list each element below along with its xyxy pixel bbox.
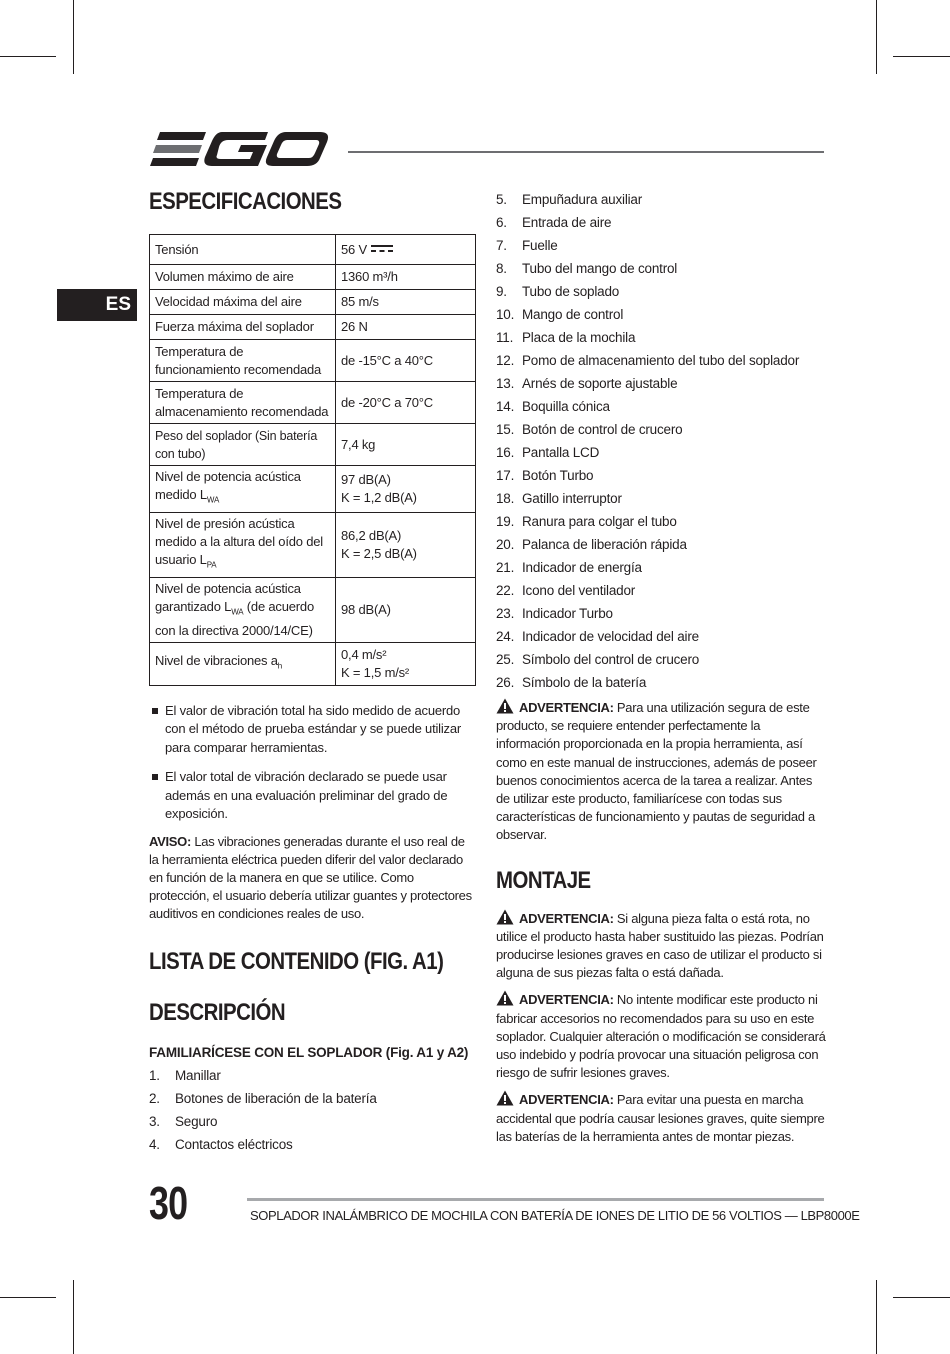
spec-key: Tensión [150,235,336,265]
spec-value: 26 N [336,315,476,340]
spec-key: Fuerza máxima del soplador [150,315,336,340]
crop-mark [876,1280,877,1354]
list-item: 25. Símbolo del control de crucero [496,652,700,667]
warning-triangle-icon [496,909,514,925]
spec-table [149,234,476,686]
list-item: El valor de vibración total ha sido medido de acuerdo con el método de prueba estándar y se puede utilizar para comparar herramientas. [149,702,476,758]
assembly-heading: MONTAJE [496,866,591,894]
warning-triangle-icon [496,1090,514,1106]
spec-key: Volumen máximo de aire [150,265,336,290]
list-item: 26. Símbolo de la batería [496,675,647,690]
list-item: 15. Botón de control de crucero [496,422,683,437]
warning-paragraph: ADVERTENCIA: Si alguna pieza falta o está rota, no utilice el producto hasta haber sustituido las piezas. Podrían producirse lesiones graves en caso de utilizar el producto si alguna de sus piezas falta o está dañada. [496,910,824,981]
list-item: 6. Entrada de aire [496,215,612,230]
table-row [150,424,476,466]
ego-logo [150,131,330,171]
spec-key: Nivel de potencia acústica garantizado $L_{WA}$ (de acuerdo con la directiva 2000/14/CE) [150,578,336,643]
header-rule [348,151,824,153]
contents-heading: LISTA DE CONTENIDO (FIG. A1) [149,947,444,975]
list-item: 22. Icono del ventilador [496,583,636,598]
spec-key: Velocidad máxima del aire [150,290,336,315]
spec-value: 86,2 dB(A) K = 2,5 dB(A) [336,513,476,578]
spec-heading: ESPECIFICACIONES [149,188,342,215]
spec-key: Peso del soplador (Sin batería con tubo) [150,424,336,466]
table-row [150,382,476,424]
spec-value: 98 dB(A) [336,578,476,643]
list-item: 8. Tubo del mango de control [496,261,678,276]
crop-mark [893,56,950,57]
list-item: 10. Mango de control [496,307,624,322]
list-item: 21. Indicador de energía [496,560,642,575]
warning-paragraph: ADVERTENCIA: No intente modificar este producto ni fabricar accesorios no recomendados para su uso en este soplador. Cualquier alteración o modificación se considerará uso indebido y podría provocar una situación peligrosa con riesgo de sufrir lesiones graves. [496,992,826,1081]
warning-paragraph: ADVERTENCIA: Para evitar una puesta en marcha accidental que podría causar lesiones graves, quite siempre las baterías de la herramienta antes de montar piezas. [496,1092,825,1144]
table-row [150,642,476,685]
table-row [150,235,476,265]
page-number: 30 [149,1177,188,1229]
list-item: 5. Empuñadura auxiliar [496,192,643,207]
list-item: El valor total de vibración declarado se puede usar además en una evaluación preliminar del grado de exposición. [149,768,476,824]
list-item: 13. Arnés de soporte ajustable [496,376,678,391]
table-row [150,513,476,578]
list-item: 17. Botón Turbo [496,468,594,483]
list-item: 7. Fuelle [496,238,558,253]
spec-value: 56 V [336,235,476,265]
warning-triangle-icon [496,698,514,714]
notice-paragraph: AVISO: Las vibraciones generadas durante el uso real de la herramienta eléctrica pueden diferir del valor declarado en función de la manera en que se utilice. Como protección, el usuario debería utilizar guantes y protectores auditivos en condiciones reales de uso. [149,833,472,922]
spec-value: 85 m/s [336,290,476,315]
parts-list-right [496,188,826,694]
spec-value: 7,4 kg [336,424,476,466]
description-heading: DESCRIPCIÓN [149,998,286,1026]
list-item: 2. Botones de liberación de la batería [149,1090,377,1106]
spec-value: 0,4 m/s² K = 1,5 m/s² [336,642,476,685]
list-item: 1. Manillar [149,1067,221,1083]
list-item: 18. Gatillo interruptor [496,491,622,506]
crop-mark [73,1280,74,1354]
list-item: 24. Indicador de velocidad del aire [496,629,699,644]
spec-key: Temperatura de almacenamiento recomendada [150,382,336,424]
spec-key: Nivel de potencia acústica medido $L_{WA}$ [150,466,336,513]
table-row [150,315,476,340]
language-tab: ES [57,289,137,321]
spec-key: Nivel de presión acústica medido a la altura del oído del usuario $L_{PA}$ [150,513,336,578]
list-item: 19. Ranura para colgar el tubo [496,514,677,529]
crop-mark [0,1297,56,1298]
spec-value: de -15°C a 40°C [336,340,476,382]
warning-paragraph: ADVERTENCIA: Para una utilización segura de este producto, se requiere entender perfectamente la información proporcionada en la propia herramienta, así como en este manual de instrucciones, además de poseer buenos conocimientos acerca de la tarea a realizar. Antes de utilizar este producto, familiarícese con todas sus características de funcionamiento y pautas de seguridad a observar. [496,700,817,843]
crop-mark [893,1297,950,1298]
list-item: 23. Indicador Turbo [496,606,613,621]
left-column [149,188,476,1156]
notice-label: AVISO: [149,833,192,849]
table-row [150,265,476,290]
warning-triangle-icon [496,990,514,1006]
spec-key: Temperatura de funcionamiento recomendada [150,340,336,382]
crop-mark [0,56,56,57]
list-item: 16. Pantalla LCD [496,445,600,460]
familiarize-heading: FAMILIARÍCESE CON EL SOPLADOR (Fig. A1 y A2) [149,1044,469,1060]
footer-rule [247,1198,824,1201]
table-row [150,290,476,315]
direct-current-icon [370,244,394,254]
list-item: 3. Seguro [149,1113,218,1129]
parts-list-left [149,1064,476,1156]
list-item: 9. Tubo de soplado [496,284,620,299]
spec-value: 1360 m³/h [336,265,476,290]
list-item: 14. Boquilla cónica [496,399,610,414]
crop-mark [876,0,877,74]
table-row [150,466,476,513]
crop-mark [73,0,74,74]
table-row [150,340,476,382]
spec-key: Nivel de vibraciones $a_h$ [150,642,336,685]
vibration-notes [149,702,476,824]
table-row [150,578,476,643]
spec-value: de -20°C a 70°C [336,382,476,424]
right-column [496,188,826,1146]
list-item: 12. Pomo de almacenamiento del tubo del soplador [496,353,800,368]
footer-title: SOPLADOR INALÁMBRICO DE MOCHILA CON BATERÍA DE IONES DE LITIO DE 56 VOLTIOS — LBP8000E [250,1208,860,1223]
spec-value: 97 dB(A) K = 1,2 dB(A) [336,466,476,513]
list-item: 11. Placa de la mochila [496,330,636,345]
list-item: 4. Contactos eléctricos [149,1136,293,1152]
list-item: 20. Palanca de liberación rápida [496,537,687,552]
